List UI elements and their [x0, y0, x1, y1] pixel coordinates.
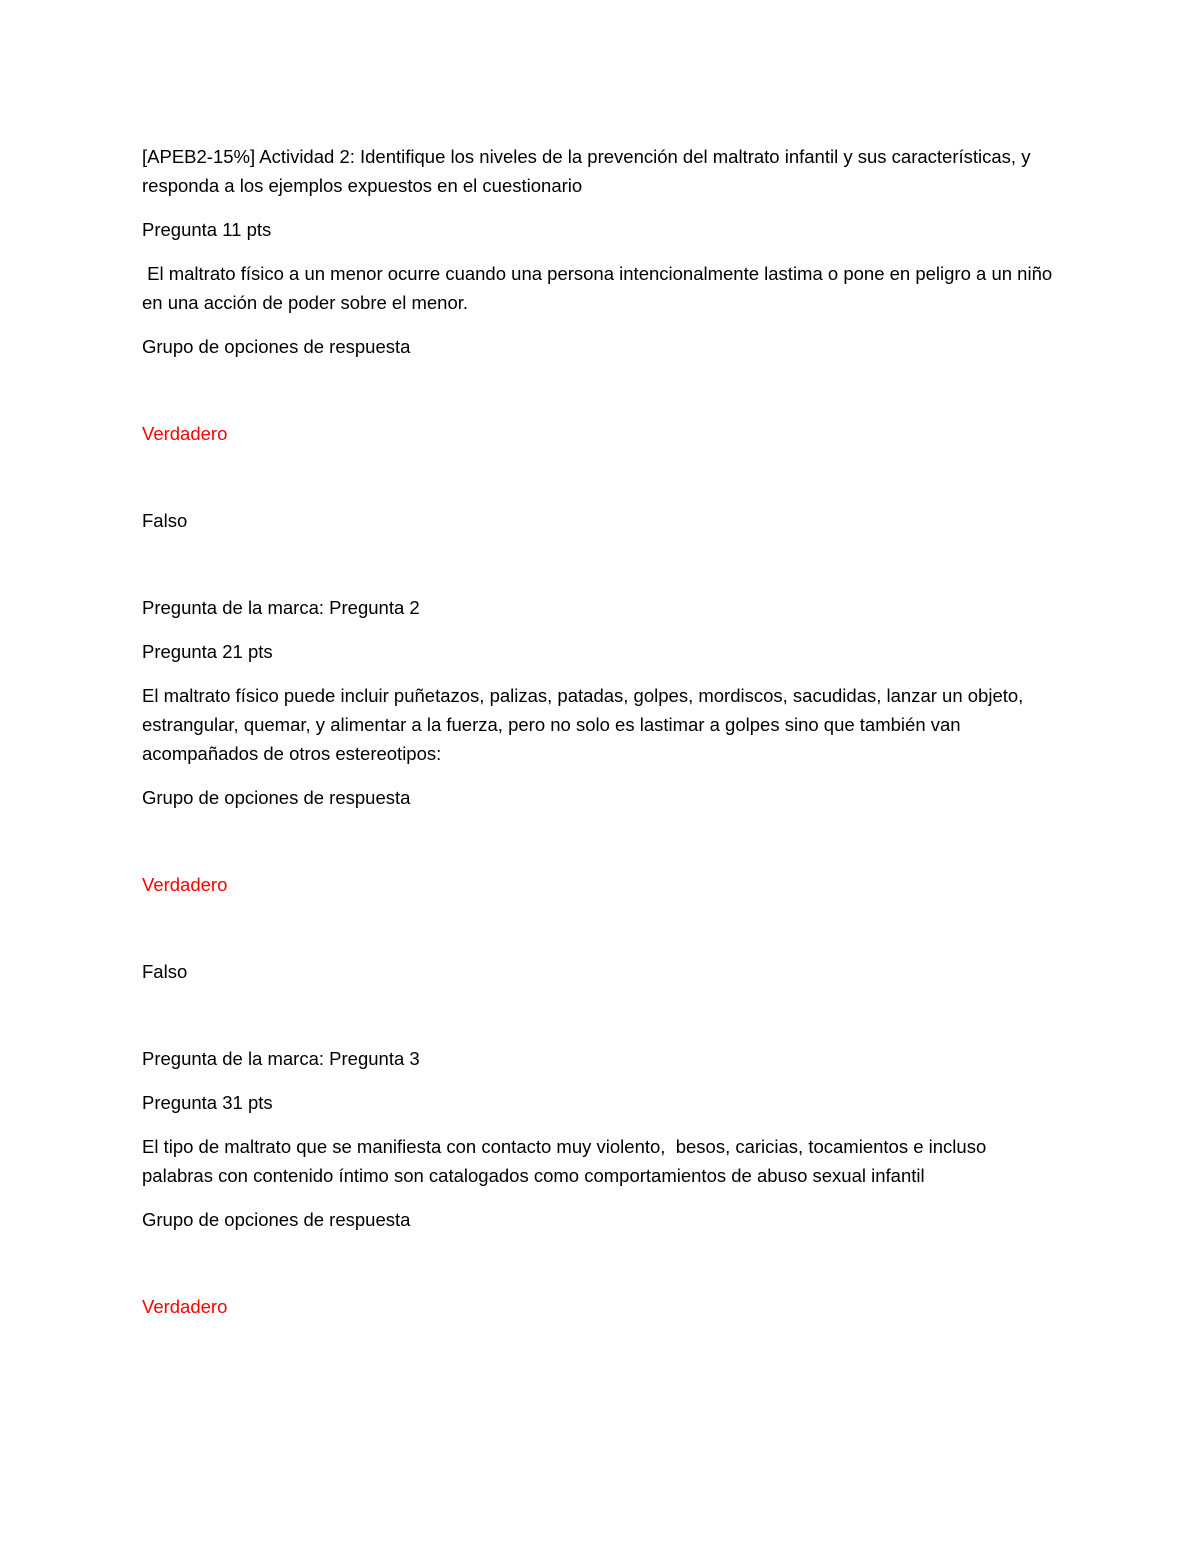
question-flag: Pregunta de la marca: Pregunta 2: [142, 597, 420, 618]
question-text: El tipo de maltrato que se manifiesta con contacto muy violento, besos, caricias, tocamientos e incluso palabras con contenido íntimo son catalogados como comportamientos de abuso sexual infantil: [142, 1136, 992, 1186]
options-group-label: Grupo de opciones de respuesta: [142, 336, 411, 357]
option-true-correct: Verdadero: [142, 874, 228, 895]
question-text: El maltrato físico a un menor ocurre cuando una persona intencionalmente lastima o pone en peligro a un niño en una acción de poder sobre el menor.: [142, 263, 1058, 313]
option-false: Falso: [142, 961, 188, 982]
question-text: El maltrato físico puede incluir puñetazos, palizas, patadas, golpes, mordiscos, sacudidas, lanzar un objeto, estrangular, quemar, y alimentar a la fuerza, pero no solo es lastimar a golpes sino que también van acompañados de otros estereotipos:: [142, 685, 1029, 764]
question-header: Pregunta 21 pts: [142, 641, 273, 662]
option-false: Falso: [142, 510, 188, 531]
options-group-label: Grupo de opciones de respuesta: [142, 1209, 411, 1230]
options-group-label: Grupo de opciones de respuesta: [142, 787, 411, 808]
question-1: [142, 215, 1062, 535]
option-true-correct: Verdadero: [142, 423, 228, 444]
option-true-correct: Verdadero: [142, 1296, 228, 1317]
question-2: [142, 593, 1062, 986]
question-header: Pregunta 31 pts: [142, 1092, 273, 1113]
question-flag: Pregunta de la marca: Pregunta 3: [142, 1048, 420, 1069]
document-body: [142, 142, 1062, 1336]
document-title: [APEB2-15%] Actividad 2: Identifique los niveles de la prevención del maltrato infantil y sus características, y responda a los ejemplos expuestos en el cuestionario: [142, 146, 1036, 196]
question-header: Pregunta 11 pts: [142, 219, 272, 240]
question-3: [142, 1044, 1062, 1321]
